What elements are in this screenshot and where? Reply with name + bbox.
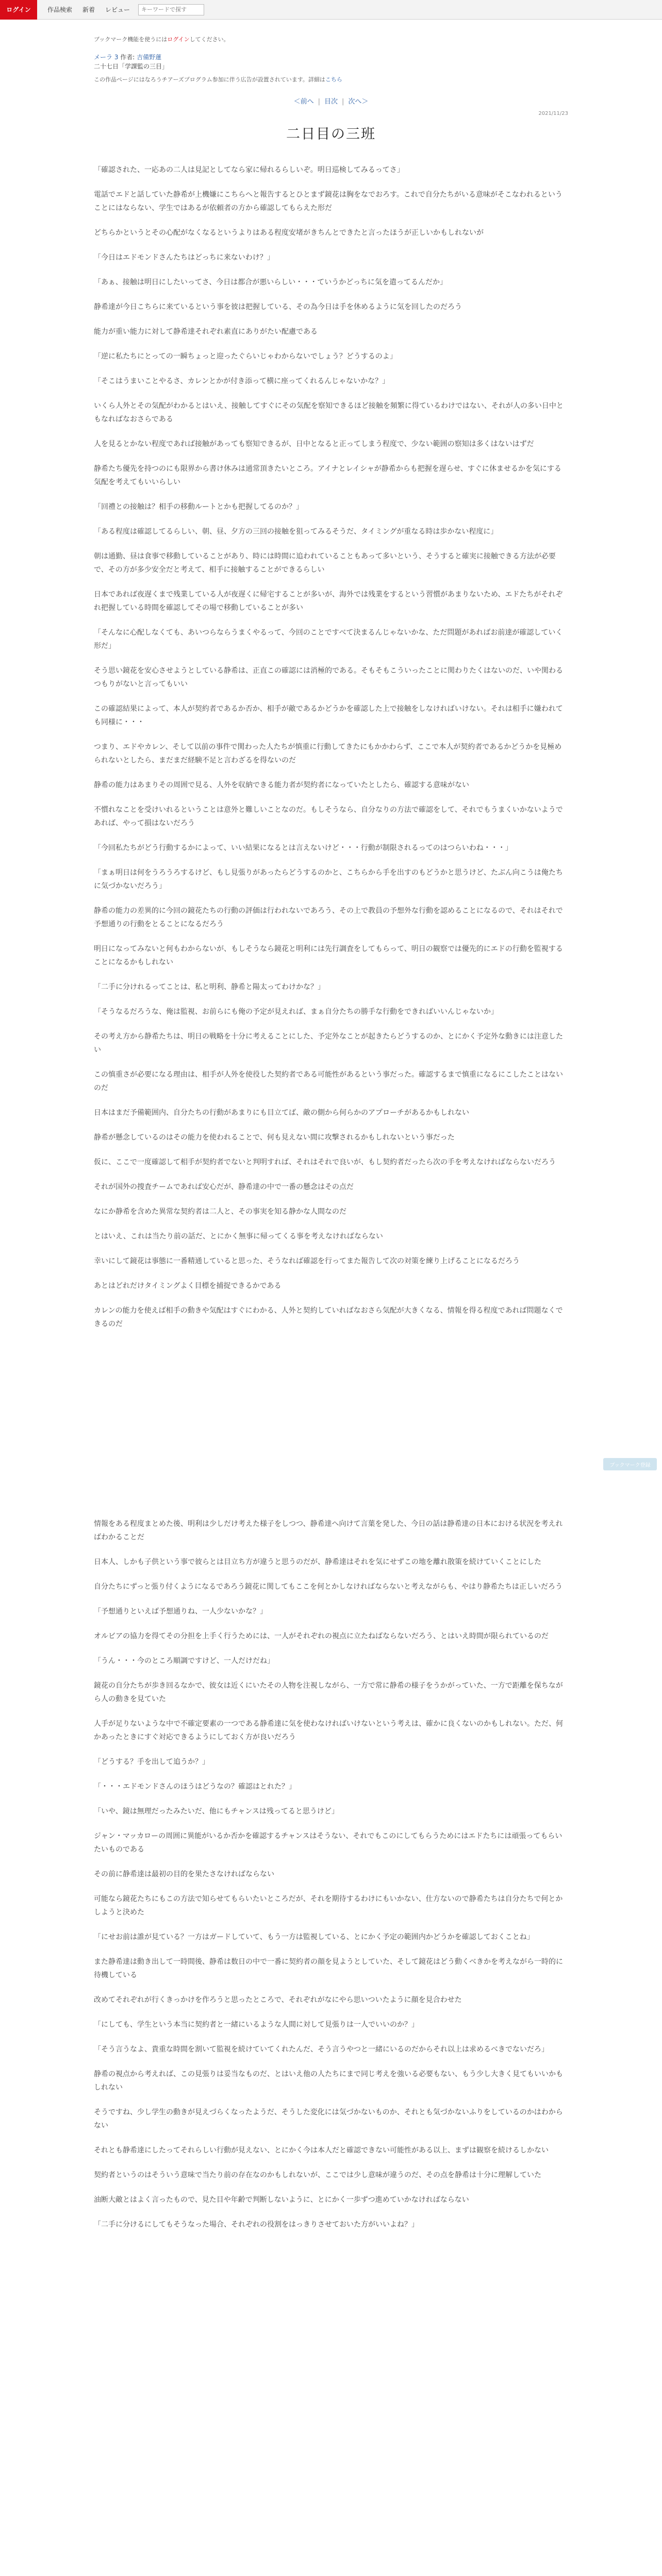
- notice-suffix: してください。: [189, 36, 229, 43]
- paragraph: 「回禮との接触は？相手の移動ルートとかも把握してるのか？」: [94, 503, 303, 511]
- chapter-subtitle: 二十七日「学課監の三目」: [94, 63, 169, 70]
- top-bar: [0, 0, 662, 20]
- paragraph: 「予想通りといえば予想通りね、一人少ないかな？」: [94, 1607, 267, 1616]
- novel-body-part-2: [94, 1517, 568, 2231]
- paragraph: とはいえ、これは当たり前の話だ、とにかく無事に帰ってくる事を考えなければならない: [94, 1232, 383, 1241]
- paragraph: 仮に、ここで一度確認して相手が契約者でないと判明すれば、それはそれで良いが、もし契約者だったら次の手を考えなければならないだろう: [94, 1158, 556, 1166]
- paragraph: 鏡花の自分たちが歩き回るなかで、彼女は近くにいたその人物を注視しながら、一方で常に静希の様子をうかがっていた、一方で距離を保ちながら人の動きを見ていた: [94, 1682, 563, 1703]
- paragraph: 「そう言うなよ、貴重な時間を割いて監視を続けていてくれたんだ、そう言うやつと一緒にいるのだからそれ以上は求めるべきでないだろ」: [94, 2045, 549, 2054]
- publish-date: 2021/11/23: [538, 111, 568, 116]
- paragraph: そうですね、少し学生の動きが見えづらくなったようだ、そうした変化には気づかないものか、それとも気づかないふりをしているのかはわからない: [94, 2108, 563, 2130]
- paragraph: オルビアの協力を得てその分担を上手く行うためには、一人がそれぞれの視点に立たねばならないだろう、とはいえ時間が限られているのだ: [94, 1632, 549, 1640]
- paragraph: 日本人、しかも子供という事で彼らとは目立ち方が違うと思うのだが、静希達はそれを気にせずこの地を離れ散策を続けていくことにした: [94, 1558, 541, 1566]
- paragraph: いくら人外とその気配がわかるとはいえ、接触してすぐにその気配を察知できるほど接触を頻繁に得ているわけではない、それが人の多い日中ともなればなおさらである: [94, 402, 564, 423]
- paragraph: 「二手に分けれるってことは、私と明利、静希と陽太ってわけかな？」: [94, 983, 325, 991]
- paragraph: 日本であれば夜遅くまで残業している人が夜遅くに帰宅することが多いが、海外では残業をするという習慣があまりないため、エドたちがそれぞれ把握している時間を確認してその場で移動していることが多い: [94, 590, 563, 612]
- paragraph: 静希達が今日こちらに来ているという事を彼は把握している、その為今日は手を休めるように気を回したのだろう: [94, 303, 462, 311]
- ad-note: [94, 75, 568, 83]
- ad-note-link[interactable]: こちら: [325, 76, 342, 83]
- paragraph: この確認結果によって、本人が契約者であるか否か、相手が敵であるかどうかを確認した上で接触をしなければいけない。それは相手に嫌われても同様に・・・: [94, 705, 563, 726]
- paragraph: 能力が重い能力に対して静希達それぞれ素直にありがたい配慮である: [94, 328, 318, 336]
- paragraph: その考え方から静希たちは、明日の戦略を十分に考えることにした、予定外なことが起きたらどうするのか、とにかく予定外な動きには注意したい: [94, 1032, 563, 1054]
- paragraph: 情報をある程度まとめた後、明利は少しだけ考えた様子をしつつ、静希達へ向けて言葉を発した、今日の話は静希達の日本における状況を考えればわかることだ: [94, 1520, 563, 1541]
- nav-search[interactable]: 作品検索: [47, 6, 73, 13]
- index-link[interactable]: 目次: [324, 98, 338, 106]
- paragraph: また静希達は動き出して一時間後、静希は数日の中で一番に契約者の顔を見ようとしていた、そして鏡花はどう動くべきかを考えながら一時的に待機している: [94, 1958, 563, 1979]
- nav-review[interactable]: レビュー: [105, 6, 130, 13]
- paragraph: この慎重さが必要になる理由は、相手が人外を使役した契約者である可能性があるという事だった。確認するまで慎重になるにこしたことはないのだ: [94, 1071, 563, 1092]
- paragraph: 「確認された、一応あの二人は見記としてなら家に帰れるらしいぞ。明日巡検してみるってさ」: [94, 166, 404, 174]
- login-link[interactable]: ログイン: [167, 36, 190, 43]
- author-label: 作者:: [120, 54, 135, 61]
- paragraph: カレンの能力を使えば相手の動きや気配はすぐにわかる、人外と契約していればなおさら気配が大きくなる、情報を得る程度であれば問題なくできるのだ: [94, 1307, 563, 1328]
- nav-new[interactable]: 新着: [82, 6, 95, 13]
- top-nav: [42, 5, 135, 14]
- next-link[interactable]: 次へ＞: [348, 98, 369, 106]
- paragraph: 朝は通勤、昼は食事で移動していることがあり、時には時間に追われていることもあって多いという、そうすると確実に接触できる方法が必要で、その方が多少安全だと考えて、相手に接触することができるらしい: [94, 552, 556, 574]
- paragraph: 「逆に私たちにとっての一瞬ちょっと迎ったぐらいじゃわからないでしょう？どうするのよ」: [94, 352, 397, 361]
- paragraph: 改めてそれぞれが行くきっかけを作ろうと思ったところで、それぞれがなにやら思いついたように顔を見合わせた: [94, 1996, 462, 2004]
- prev-link[interactable]: ＜前へ: [293, 98, 314, 106]
- paragraph: 静希が懸念しているのはその能力を使われることで、何も見えない間に攻撃されるかもしれないという事だった: [94, 1133, 455, 1142]
- paragraph: あとはどれだけタイミングよく目標を捕捉できるかである: [94, 1282, 282, 1290]
- paragraph: 「そうなるだろうな、俺は監視、お前らにも俺の予定が見えれば、まぁ自分たちの勝手な行動をできればいいんじゃないか」: [94, 1008, 498, 1016]
- novel-body-part-1: [94, 163, 568, 1331]
- paragraph: それとも静希達にしたってそれらしい行動が見えない、とにかく今は本人だと確認できない可能性がある以上、まずは観察を続けるしかない: [94, 2146, 549, 2155]
- paragraph: 電話でエドと話していた静希が上機嫌にこちらへと報告するとひとまず鏡花は胸をなでおろす。これで自分たちがいる意味がそこなわれるということにはならない、学生ではあるが依頼者の方から確認してもらえた形だ: [94, 191, 562, 212]
- paragraph: その前に静希達は最初の目的を果たさなければならない: [94, 1870, 274, 1878]
- paragraph: 人手が足りないような中で不確定要素の一つである静希達に気を使わなければいけないという考えは、確かに良くないのかもしれない。ただ、何かあったときにすぐ対応できるようにしておく方が良いだろう: [94, 1720, 563, 1741]
- paragraph: 「いや、鏡は無理だったみたいだ、他にもチャンスは残ってると思うけど」: [94, 1807, 339, 1816]
- paragraph: 「そんなに心配しなくても、あいつらならうまくやるって、今回のことですべて決まるんじゃないかな、ただ問題があればお前達が確認していく形だ」: [94, 629, 563, 650]
- login-button[interactable]: ログイン: [0, 0, 37, 20]
- paragraph: 「まぁ明日は何をうろうろするけど、もし見張りがあったらどうするのかと、こちらから手を出すのもどうかと思うけど、たぶん向こうは俺たちに気づかないだろう」: [94, 869, 563, 890]
- paragraph: そう思い鏡花を安心させようとしている静希は、正直この確認には消極的である。そもそもこういったことに関わりたくはないのだ、いや関わるつもりがないと言ってもいい: [94, 667, 563, 688]
- paragraph: 「今回私たちがどう行動するかによって、いい結果になるとは言えないけど・・・行動が制限されるってのはつらいわね・・・」: [94, 844, 512, 852]
- paragraph: 「そこはうまいことやるさ、カレンとかが付き添って横に座ってくれるんじゃないかな？」: [94, 377, 390, 385]
- paragraph: 「・・・エドモンドさんのほうはどうなの？確認はとれた？」: [94, 1783, 296, 1791]
- notice-text: ブックマーク機能を使うには: [94, 36, 168, 43]
- paragraph: 幸いにして鏡花は事態に一番精通していると思った、そうなれば確認を行ってまた報告して次の対策を練り上げることになるだろう: [94, 1257, 520, 1265]
- bookmark-button[interactable]: ブックマーク登録: [603, 1458, 657, 1470]
- ad-note-text: この作品ページにはなろうチアーズプログラム参加に伴う広告が設置されています。詳細は: [94, 76, 325, 83]
- paragraph: 可能なら鏡花たちにもこの方法で知らせてもらいたいところだが、それを期待するわけにもいかない、仕方ないので静希たちは自分たちで何とかしようと決めた: [94, 1895, 563, 1917]
- novel-meta: [94, 53, 568, 71]
- paragraph: 「うん・・・今のところ順調ですけど、一人だけだね」: [94, 1657, 274, 1665]
- paragraph: それが国外の捜査チームであれば安心だが、静希達の中で一番の懸念はその点だ: [94, 1183, 354, 1191]
- content: [94, 35, 568, 2231]
- paragraph: 自分たちにずっと張り付くようになるであろう鏡花に関してもここを何とかしなければならないと考えながらも、やはり静希たちは正しいだろう: [94, 1583, 563, 1591]
- search-input[interactable]: [138, 4, 204, 15]
- paragraph: なにか静希を含めた異常な契約者は二人と、その事実を知る静かな人間なのだ: [94, 1208, 346, 1216]
- paragraph: 静希の視点から考えれば、この見張りは妥当なものだ、とはいえ他の人たちにまで同じ考えを強いる必要もない、もう少し大きく見てもいいかもしれない: [94, 2070, 563, 2092]
- paragraph: 油断大敵とはよく言ったもので、見た目や年齢で判断しないように、とにかく一歩ずつ進めていかなければならない: [94, 2196, 469, 2204]
- paragraph: 人を見るとかない程度であれば接触があっても察知できるが、日中となると正ってしまう程度で、少ない範囲の察知は多くはないはずだ: [94, 440, 534, 448]
- paragraph: 「二手に分けるにしてもそうなった場合、それぞれの役割をはっきりさせておいた方がいいよね？」: [94, 2221, 419, 2229]
- paragraph: 「どうする？手を出して追うか？」: [94, 1758, 209, 1766]
- paragraph: 「あぁ、接触は明日にしたいってさ、今日は都合が悪いらしい・・・ていうかどっちに気を遣ってるんだか」: [94, 278, 448, 286]
- series-link[interactable]: メーラ 3: [94, 54, 119, 61]
- paragraph: 「にしても、学生という本当に契約者と一緒にいるような人間に対して見張りは一人でいいのか？」: [94, 2021, 419, 2029]
- paragraph: 明日になってみないと何もわからないが、もしそうなら鏡花と明利には先行調査をしてもらって、明日の観察では優先的にエドの行動を監視することになるかもしれない: [94, 945, 563, 967]
- paragraph: 「にせお前は誰が見ている？一方はガードしていて、もう一方は監視している、とにかく予定の範囲内かどうかを確認しておくことね」: [94, 1933, 534, 1941]
- paragraph: 静希の能力の差異的に今回の鏡花たちの行動の評価は行われないであろう、その上で教員の予想外な行動を認めることになるので、それはそれで予想通りの行動をとることになるだろう: [94, 907, 563, 928]
- paragraph: 「ある程度は確認してるらしい、朝、昼、夕方の三回の接触を狙ってみるそうだ、タイミングが重なる時は歩かない程度に」: [94, 528, 498, 536]
- paragraph: 日本はまだ予備範囲内、自分たちの行動があまりにも目立てば、敵の側から何らかのアプローチがあるかもしれない: [94, 1109, 469, 1117]
- paragraph: ジャン・マッカローの周囲に異能がいるか否かを確認するチャンスはそうない、それでもこのにしてもらうためにはエドたちには頑張ってもらいたいものである: [94, 1832, 562, 1854]
- pager: ＜前へ | 目次 | 次へ＞: [293, 98, 369, 106]
- chapter-title: 二日目の三班: [286, 126, 376, 142]
- ad-space: [94, 1342, 568, 1497]
- paragraph: 契約者というのはそういう意味で当たり前の存在なのかもしれないが、ここでは少し意味が違うのだ、その点を静希は十分に理解していた: [94, 2171, 541, 2179]
- paragraph: 静希たち優先を持つのにも限界から書け休みは通常頂きたいところ。アイナとレイシャが静希からも把握を遅らせ、すぐに休ませるかを気にする気配を考えてもいいらしい: [94, 465, 561, 486]
- paragraph: 「今日はエドモンドさんたちはどっちに来ないわけ？」: [94, 253, 274, 262]
- paragraph: どちらかというとその心配がなくなるというよりはある程度安堵がきちんとできたと言ったほうが正しいかもしれないが: [94, 229, 484, 237]
- author-link[interactable]: 吉備野蓮: [137, 54, 162, 61]
- paragraph: 静希の能力はあまりその周囲で見る、人外を収納できる能力者が契約者になっていたとしたら、確認する意味がない: [94, 781, 469, 789]
- paragraph: 不慣れなことを受けいれるということは意外と難しいことなのだ。もしそうなら、自分なりの方法で確認をして、それでもうまくいかないようであれば、やって損はないだろう: [94, 806, 563, 827]
- paragraph: つまり、エドやカレン、そして以前の事件で関わった人たちが慎重に行動してきたにもかかわらず、ここで本人が契約者であるかどうかを見極められないとしたら、まだまだ経験不足と言わざるを得ないのだ: [94, 743, 562, 765]
- bookmark-notice: [94, 35, 568, 43]
